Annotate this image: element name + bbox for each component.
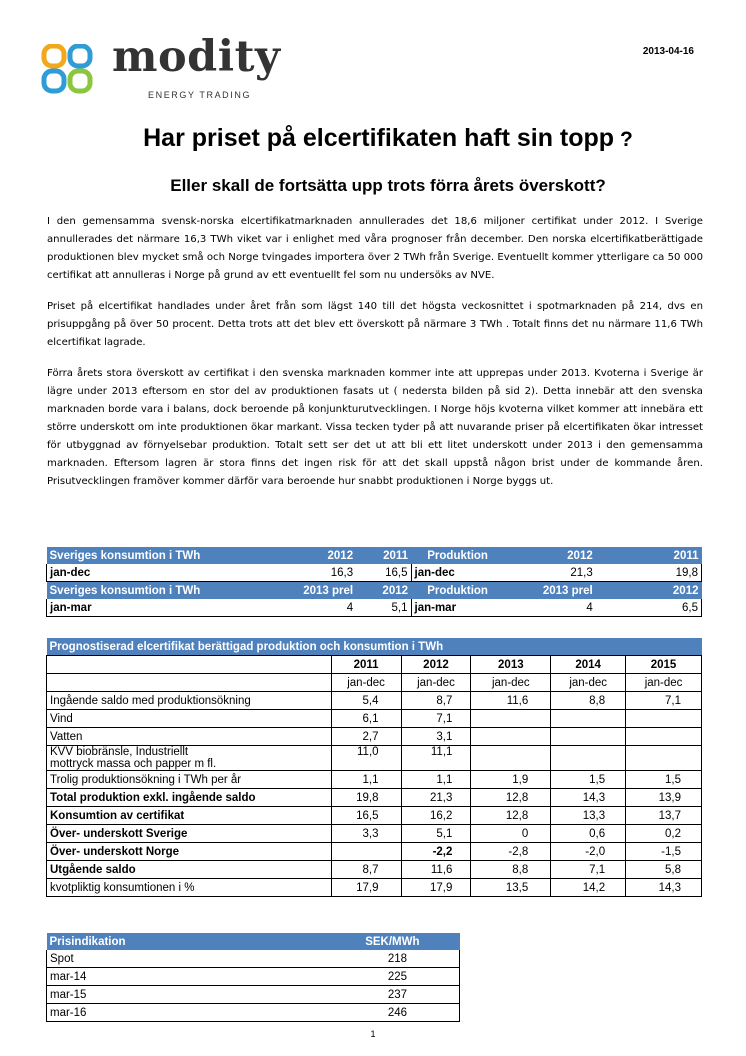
table-cell: 11,6 [471, 692, 551, 710]
table-row [47, 861, 702, 879]
table-cell: -2,8 [471, 843, 551, 861]
row-label-text: Konsumtion av certifikat [50, 809, 185, 822]
paragraph: Förra årets stora överskott av certifikat i den svenska marknaden kommer inte att upprepas under 2013. Kvoterna i Sverige är lägre under 2013 eftersom en stor del av produktionen fasats ut ( nedersta bilden på sid 2). Detta innebär att den svenska marknaden borde vara i balans, dock beroende på konjunkturutvecklingen. I Norge höjs kvoterna vilket kommer att innebära ett större underskott om inte produktionen ökar markant. Vissa tecken tyder på att nuvarande priser på elcertifikaten ökar intresset för utbyggnad av förnyelsebar produktion. Totalt sett ser det ut att bli ett litet underskott under 2013 i den gemensamma marknaden. Eftersom lagren är stora finns det ingen risk för att det skall uppstå någon brist under de kommande åren. Prisutvecklingen framöver kommer därför vara beroende hur snabbt produktionen i Norge byggs ut. [47, 368, 703, 487]
table-row [47, 564, 702, 582]
logo-tagline: ENERGY TRADING [148, 90, 252, 100]
consumption-production-table [46, 547, 702, 617]
forecast-table [46, 638, 702, 897]
modity-logo [40, 32, 290, 105]
year-header: 2015 [626, 656, 702, 674]
table-cell: 2011 [356, 547, 411, 564]
table-cell: 246 [276, 1004, 460, 1022]
table-row [47, 843, 702, 861]
table-cell [47, 674, 332, 692]
table-cell: 4 [286, 599, 356, 617]
table-cell: 2013 prel [286, 582, 356, 600]
table-cell [331, 843, 401, 861]
table-cell: 225 [276, 968, 460, 986]
table-cell: 2012 [596, 582, 702, 600]
table-row [47, 1004, 460, 1022]
table-cell: 17,9 [331, 879, 401, 897]
table-cell: 1,5 [551, 771, 626, 789]
table-cell: jan-dec [47, 564, 287, 582]
table-cell: mar-14 [47, 968, 276, 986]
table-row [47, 746, 702, 771]
table-cell: jan-mar [411, 599, 491, 617]
table-cell [471, 710, 551, 728]
table-row [47, 986, 460, 1004]
table-cell: 19,8 [331, 789, 401, 807]
period-header: jan-dec [401, 674, 471, 692]
table-header-row [47, 674, 702, 692]
row-label [47, 728, 332, 746]
year-header: 2012 [401, 656, 471, 674]
table-cell: 21,3 [491, 564, 596, 582]
table-cell: 5,4 [331, 692, 401, 710]
table-row [47, 771, 702, 789]
table-cell: 5,8 [626, 861, 702, 879]
table-row [47, 692, 702, 710]
table-cell: 12,8 [471, 807, 551, 825]
table-cell: 14,3 [626, 879, 702, 897]
row-label [47, 710, 332, 728]
table-cell: Produktion [411, 582, 491, 600]
table-cell: 1,9 [471, 771, 551, 789]
table-cell: 1,1 [401, 771, 471, 789]
table-cell: 0 [471, 825, 551, 843]
table-row [47, 582, 702, 600]
table-cell: 7,1 [401, 710, 471, 728]
table-cell: 1,5 [626, 771, 702, 789]
row-label-text: Total produktion exkl. ingående saldo [50, 791, 256, 804]
table-row [47, 825, 702, 843]
table-cell: 7,1 [551, 861, 626, 879]
row-label-text: Trolig produktionsökning i TWh per år [50, 773, 242, 786]
table-cell: 13,7 [626, 807, 702, 825]
row-label [47, 879, 332, 897]
table-cell: 6,1 [331, 710, 401, 728]
table-cell: 8,8 [551, 692, 626, 710]
logo-flower-icon [40, 44, 104, 94]
table-cell [626, 710, 702, 728]
table-cell: 11,0 [331, 746, 401, 771]
table-row [47, 789, 702, 807]
table-cell: mar-15 [47, 986, 276, 1004]
page-title-text: Har priset på elcertifikaten haft sin topp [143, 124, 615, 152]
table-cell: 16,2 [401, 807, 471, 825]
table-cell: 21,3 [401, 789, 471, 807]
row-label [47, 843, 332, 861]
table-cell: Produktion [411, 547, 491, 564]
table-cell: -2,2 [401, 843, 471, 861]
table-row [47, 807, 702, 825]
row-label-text: mottryck massa och papper m fl. [50, 758, 217, 770]
table-cell: 13,5 [471, 879, 551, 897]
page-subtitle: Eller skall de fortsätta upp trots förra årets överskott? [170, 176, 606, 195]
table-cell: Sveriges konsumtion i TWh [47, 582, 287, 600]
table-cell: 2012 [491, 547, 596, 564]
row-label-text: kvotpliktig konsumtionen i % [50, 881, 195, 894]
table-cell: 218 [276, 950, 460, 968]
table-cell [471, 746, 551, 771]
period-header: jan-dec [331, 674, 401, 692]
table-cell: Prisindikation [47, 933, 276, 950]
paragraph: I den gemensamma svensk-norska elcertifikatmarknaden annullerades det 18,6 miljoner certifikat under 2012. I Sverige annullerades det närmare 16,3 TWh viket var i enlighet med våra prognoser från december. Den norska elcertifikatberättigade produktionen blev mycket små och Norge tvingades importera över 2 TWh från Sverige. Eventuellt kommer ytterligare ca 50 000 certifikat att annulleras i Norge på grund av ett eventuellt fel som nu undersöks av NVE. [47, 216, 703, 281]
row-label [47, 692, 332, 710]
table-cell: 12,8 [471, 789, 551, 807]
table-cell: 5,1 [356, 599, 411, 617]
row-label-text: Över- underskott Norge [50, 845, 180, 858]
table-cell: 16,5 [331, 807, 401, 825]
table-cell: 5,1 [401, 825, 471, 843]
table-cell: 16,5 [356, 564, 411, 582]
table-header-row [47, 656, 702, 674]
row-label [47, 771, 332, 789]
table-cell [471, 728, 551, 746]
year-header: 2013 [471, 656, 551, 674]
row-label [47, 861, 332, 879]
table-cell: 8,7 [401, 692, 471, 710]
table-cell: 1,1 [331, 771, 401, 789]
row-label-text: Vatten [50, 730, 83, 743]
row-label-text: Över- underskott Sverige [50, 827, 188, 840]
row-label [47, 807, 332, 825]
period-header: jan-dec [551, 674, 626, 692]
table-cell [626, 746, 702, 771]
table-cell: Spot [47, 950, 276, 968]
page-title [0, 124, 746, 153]
row-label [47, 789, 332, 807]
table-cell: 8,8 [471, 861, 551, 879]
table-cell: 2013 prel [491, 582, 596, 600]
table-cell: 3,1 [401, 728, 471, 746]
table-cell: 0,6 [551, 825, 626, 843]
table-cell [47, 656, 332, 674]
table-cell: 4 [491, 599, 596, 617]
table-cell: mar-16 [47, 1004, 276, 1022]
table-row [47, 968, 460, 986]
row-label-text: Ingående saldo med produktionsökning [50, 694, 251, 707]
table-row [47, 710, 702, 728]
table-cell: 8,7 [331, 861, 401, 879]
logo-wordmark: modity [112, 32, 281, 82]
table-cell: 2012 [356, 582, 411, 600]
table-cell: 7,1 [626, 692, 702, 710]
table-cell: 2011 [596, 547, 702, 564]
table-cell: 14,2 [551, 879, 626, 897]
row-label [47, 746, 332, 771]
table-cell: 13,3 [551, 807, 626, 825]
table-cell [626, 728, 702, 746]
table-row [47, 950, 460, 968]
table-cell [551, 710, 626, 728]
table-cell: 2,7 [331, 728, 401, 746]
table-row [47, 879, 702, 897]
table-cell: Sveriges konsumtion i TWh [47, 547, 287, 564]
table-row [47, 728, 702, 746]
article-body [47, 213, 703, 504]
table-cell: 237 [276, 986, 460, 1004]
table-cell: 0,2 [626, 825, 702, 843]
period-header: jan-dec [471, 674, 551, 692]
row-label-text: Vind [50, 712, 73, 725]
table-cell: 2012 [286, 547, 356, 564]
period-header: jan-dec [626, 674, 702, 692]
row-label [47, 825, 332, 843]
table-cell: jan-dec [411, 564, 491, 582]
table-row [47, 933, 460, 950]
price-indication-table [46, 933, 460, 1022]
table-title: Prognostiserad elcertifikat berättigad produktion och konsumtion i TWh [47, 638, 702, 656]
table-cell: 11,1 [401, 746, 471, 771]
table-cell: 13,9 [626, 789, 702, 807]
table-cell: jan-mar [47, 599, 287, 617]
year-header: 2011 [331, 656, 401, 674]
table-cell: 6,5 [596, 599, 702, 617]
table-cell: 16,3 [286, 564, 356, 582]
table-row [47, 599, 702, 617]
year-header: 2014 [551, 656, 626, 674]
row-label-text: Utgående saldo [50, 863, 136, 876]
paragraph: Priset på elcertifikat handlades under året från som lägst 140 till det högsta veckosnittet i spotmarknaden på 214, dvs en prisuppgång på över 50 procent. Detta trots att det blev ett överskott på närmare 3 TWh . Totalt finns det nu närmare 11,6 TWh elcertifikat lagrade. [47, 301, 703, 348]
table-title-row [47, 638, 702, 656]
table-row [47, 547, 702, 564]
table-cell: 3,3 [331, 825, 401, 843]
table-cell [551, 728, 626, 746]
row-label-text: KVV biobränsle, Industriellt [50, 746, 189, 758]
table-cell: 19,8 [596, 564, 702, 582]
document-date: 2013-04-16 [642, 46, 694, 57]
page-title-mark: ? [620, 128, 633, 151]
table-cell: 11,6 [401, 861, 471, 879]
table-cell: 17,9 [401, 879, 471, 897]
table-cell [551, 746, 626, 771]
table-cell: 14,3 [551, 789, 626, 807]
table-cell: -2,0 [551, 843, 626, 861]
table-cell: -1,5 [626, 843, 702, 861]
page-number: 1 [370, 1029, 376, 1039]
table-cell: SEK/MWh [276, 933, 460, 950]
